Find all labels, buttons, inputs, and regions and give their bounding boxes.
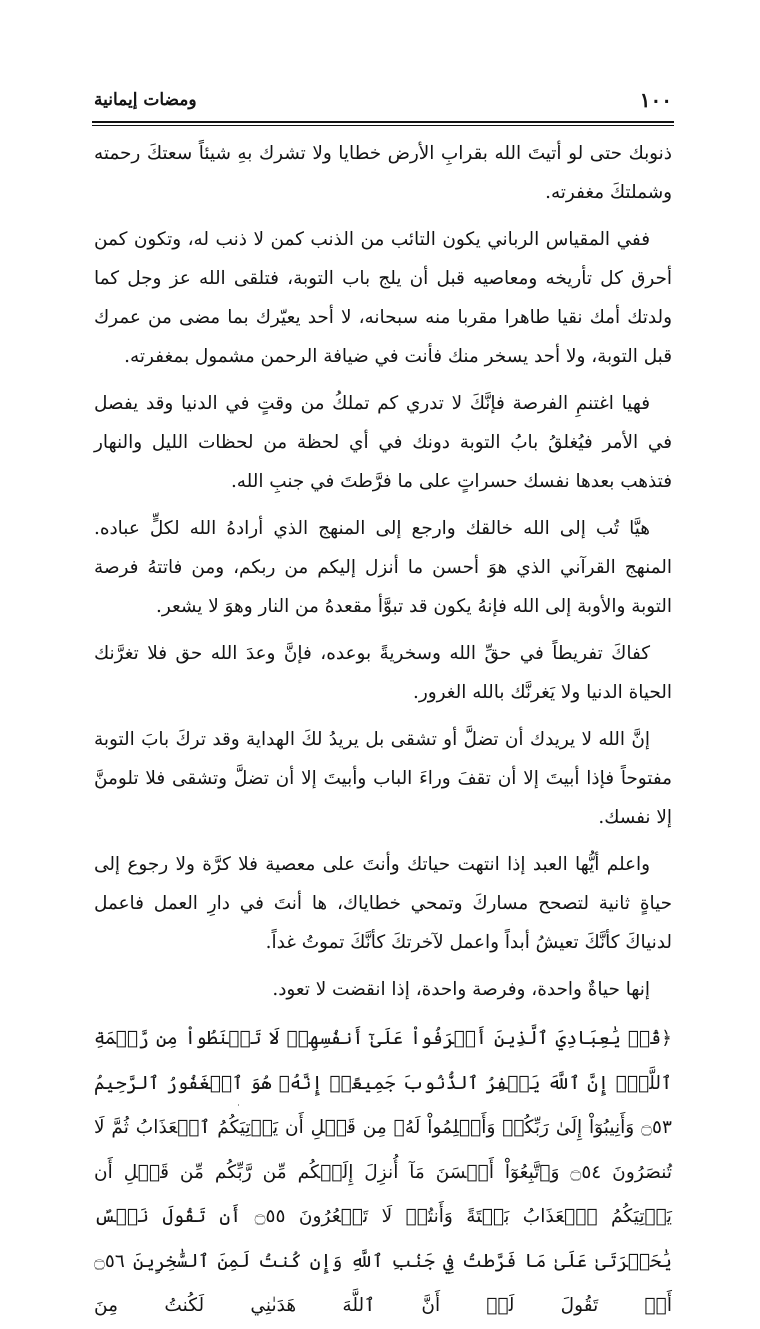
header-rule-thin (92, 125, 674, 126)
header-rule-thick (92, 121, 674, 123)
print-mark (238, 1104, 239, 1106)
running-header (92, 86, 674, 118)
paragraph: ذنوبك حتى لو أتيتَ الله بقرابِ الأرض خطايا ولا تشرك بهِ شيئاً سعتكَ رحمته وشملتكَ مغفرته. (94, 143, 672, 203)
paragraph: إنها حياةٌ واحدة، وفرصة واحدة، إذا انقضت لا تعود. (272, 979, 650, 1000)
paragraph: ففي المقياس الرباني يكون التائب من الذنب كمن لا ذنب له، وتكون كمن أحرق كل تأريخه ومعاصيه قبل أن يلج باب التوبة، فتلقى الله عز وجل كما ولدتك أمك نقيا طاهرا مقربا منه سبحانه، لا أحد يعيّرك بما مضى من عمرك قبل التوبة، ولا أحد يسخر منك فأنت في ضيافة الرحمن مشمول بمغفرته. (94, 229, 672, 367)
page-number: ١٠٠ (639, 88, 672, 112)
paragraph: كفاكَ تفريطاً في حقِّ الله وسخريةً بوعده، فإنَّ وعدَ الله حق فلا تغرَّنك الحياة الدنيا ولا يَغرنَّك بالله الغرور. (94, 643, 672, 703)
paragraph: واعلم أيُّها العبد إذا انتهت حياتك وأنتَ على معصية فلا كرَّة ولا رجوع إلى حياةٍ ثانية لتصحح مساركَ وتمحي خطاياك، ها أنتَ في دارِ العمل فاعمل لدنياكَ كأنَّكَ تعيشُ أبداً واعمل لآخرتكَ كأنَّكَ تموتُ غداً. (94, 854, 672, 953)
paragraph: فهيا اغتنمِ الفرصة فإنَّكَ لا تدري كم تملكُ من وقتٍ في الدنيا وقد يفصل في الأمر فيُغلقُ بابُ التوبة دونك في أي لحظة من لحظات الليل والنهار فتذهب بعدها نفسك حسراتٍ على ما فرَّطتَ في جنبِ الله. (94, 393, 672, 492)
paragraph: هيَّا تُب إلى الله خالقك وارجع إلى المنهج الذي أرادهُ الله لكلٍّ عباده. المنهج القرآني الذي هوَ أحسن ما أنزل إليكم من ربكم، ومن فاتتهُ فرصة التوبة والأوبة إلى الله فإنهُ يكون قد تبوَّأ مقعدهُ من النار وهوَ لا يشعر. (94, 518, 672, 617)
book-title: ومضات إيمانية (94, 90, 197, 110)
paragraph: إنَّ الله لا يريدك أن تضلَّ أو تشقى بل يريدُ لكَ الهداية وقد تركَ بابَ التوبة مفتوحاً فإذا أبيتَ إلا أن تقفَ وراءَ الباب وأبيتَ إلا أن تضلَّ وتشقى فلا تلومنَّ إلا نفسك. (94, 729, 672, 828)
quran-verses: ﴿قُلۡ يَٰعِبَادِيَ ٱلَّذِينَ أَسۡرَفُواْ عَلَىٰٓ أَنفُسِهِمۡ لَا تَقۡنَطُواْ مِن رَّحۡمَةِ ٱللَّهِۚ إِنَّ ٱللَّهَ يَغۡفِرُ ٱلذُّنُوبَ جَمِيعًاۚ إِنَّهُۥ هُوَ ٱلۡغَفُورُ ٱلرَّحِيمُ ۝٥٣ وَأَنِيبُوٓاْ إِلَىٰ رَبِّكُمۡ وَأَسۡلِمُواْ لَهُۥ مِن قَبۡلِ أَن يَأۡتِيَكُمُ ٱلۡعَذَابُ ثُمَّ لَا تُنصَرُونَ ۝٥٤ وَٱتَّبِعُوٓاْ أَحۡسَنَ مَآ أُنزِلَ إِلَيۡكُم مِّن رَّبِّكُم مِّن قَبۡلِ أَن يَأۡتِيَكُمُ ٱلۡعَذَابُ بَغۡتَةً وَأَنتُمۡ لَا تَشۡعُرُونَ ۝٥٥ أَن تَقُولَ نَفۡسٌ يَٰحَسۡرَتَىٰ عَلَىٰ مَا فَرَّطتُ فِي جَنۢبِ ٱللَّهِ وَإِن كُنتُ لَمِنَ ٱلسَّٰخِرِينَ ۝٥٦ أَوۡ تَقُولَ لَوۡ أَنَّ ٱللَّهَ هَدَىٰنِي لَكُنتُ مِنَ (94, 1028, 672, 1316)
page-body (94, 134, 672, 1329)
